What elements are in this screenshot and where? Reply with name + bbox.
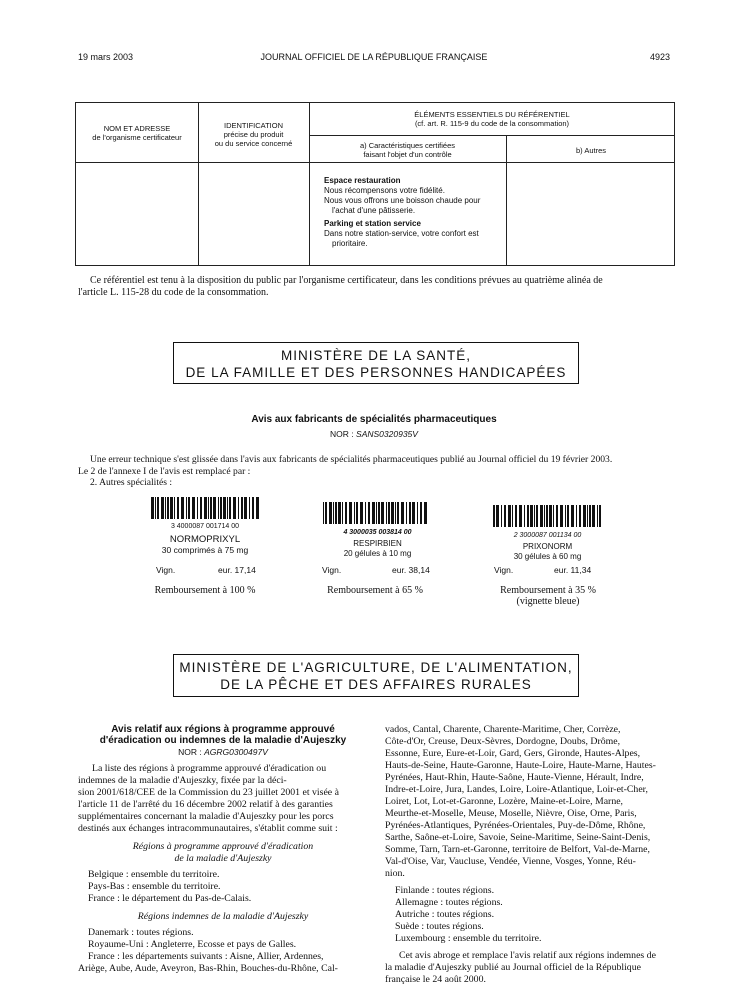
product-name: NORMOPRIXYL xyxy=(169,534,241,545)
barcode-bar xyxy=(151,497,154,519)
barcode-bar xyxy=(549,505,552,527)
ministry-name: MINISTÈRE DE LA SANTÉ, xyxy=(280,348,472,363)
barcode-bar xyxy=(165,497,166,519)
barcode-bar xyxy=(218,497,219,519)
barcode-bar xyxy=(381,502,384,524)
product-name: PRIXONORM xyxy=(522,542,573,551)
region-list: Finlande : toutes régions. Allemagne : toutes régions. Autriche : toutes régions. Suède : toutes régions. Luxembourg : ensemble du territoire. xyxy=(395,885,542,944)
barcode-bar xyxy=(249,497,250,519)
barcode-bar xyxy=(210,497,212,519)
reimbursement: Remboursement à 35 % (vignette bleue) xyxy=(500,585,596,607)
text-line: Pyrénées, Haut-Rhin, Haute-Saône, Haute-Vienne, Hérault, Indre, xyxy=(385,772,644,783)
price: eur. 17,14 xyxy=(218,565,256,575)
price: eur. 38,14 xyxy=(392,565,430,575)
barcode-bar xyxy=(406,502,407,524)
barcode-icon xyxy=(151,497,259,519)
barcode-bar xyxy=(335,502,337,524)
barcode-bar xyxy=(233,497,236,519)
avis-intro: La liste des régions à programme approuvé d'éradication ou indemnes de la maladie d'Aujeszky, fixée par la déci- sion 2001/618/CEE de la Commission du 23 juillet 2001 et visée à l'article 11 de l'arrêté du 16 décembre 2002 relatif à des garanties supplémentaires concernant la maladie d'Aujeszky pour les porcs destinés aux échanges intracommunautaires, s'établit comme suit : xyxy=(78,763,339,834)
department-list xyxy=(385,724,677,880)
text-line: Pyrénées-Atlantiques, Pyrénées-Orientales, Puy-de-Dôme, Rhône, xyxy=(385,820,646,831)
barcode-bar xyxy=(544,505,545,527)
text-line: Meurthe-et-Moselle, Meuse, Moselle, Nièvre, Oise, Orne, Paris, xyxy=(385,808,637,819)
ministry-name: DE LA PÊCHE ET DES AFFAIRES RURALES xyxy=(220,677,532,692)
barcode-bar xyxy=(325,502,327,524)
barcode-bar xyxy=(244,497,247,519)
vignette-label: Vign. xyxy=(494,565,514,575)
barcode-bar xyxy=(174,497,175,519)
barcode-icon xyxy=(323,502,431,524)
barcode-bar xyxy=(567,505,569,527)
price: eur. 11,34 xyxy=(554,565,592,575)
barcode-bar xyxy=(397,502,399,524)
product-prixonorm xyxy=(490,505,605,562)
header-page-number: 4923 xyxy=(650,52,671,62)
barcode-bar xyxy=(365,502,366,524)
ministry-agriculture-box xyxy=(173,654,579,697)
barcode-bar xyxy=(256,497,259,519)
barcode-bar xyxy=(378,502,380,524)
barcode-bar xyxy=(186,497,187,519)
text-line: Val-d'Oise, Var, Vaucluse, Vendée, Vienne, Vosges, Yonne, Réu- xyxy=(385,856,636,867)
region-list: Danemark : toutes régions. Royaume-Uni : Angleterre, Ecosse et pays de Galles. France : les départements suivants : Aisne, Allier, Ardennes, Ariège, Aube, Aude, Aveyron, Bas-Rhin, Bouches-du-Rhône, Cal- xyxy=(78,927,338,974)
ministry-name: MINISTÈRE DE L'AGRICULTURE, DE L'ALIMENTATION, xyxy=(179,660,573,675)
barcode-bar xyxy=(579,505,581,527)
barcode-bar xyxy=(540,505,543,527)
ministry-name: DE LA FAMILLE ET DES PERSONNES HANDICAPÉES xyxy=(185,365,567,380)
barcode-bar xyxy=(388,502,390,524)
barcode-bar xyxy=(524,505,525,527)
text-line: Côte-d'Or, Creuse, Deux-Sèvres, Dordogne, Doubs, Drôme, xyxy=(385,736,621,747)
reimbursement: Remboursement à 100 % xyxy=(154,585,256,596)
ministry-sante-box xyxy=(173,342,579,384)
product-name: RESPIRBIEN xyxy=(353,539,402,548)
col-header-identification: IDENTIFICATION précise du produit ou du service concerné xyxy=(214,121,293,148)
closing-paragraph: Cet avis abroge et remplace l'avis relatif aux régions indemnes de la maladie d'Aujeszky publié au Journal officiel de la République française le 24 août 2000. xyxy=(385,950,656,985)
col-header-elements: ÉLÉMENTS ESSENTIELS DU RÉFÉRENTIEL (cf. art. R. 115-9 du code de la consommation) xyxy=(414,110,570,128)
nor-reference: NOR : SANS0320935V xyxy=(330,429,418,439)
barcode-bar xyxy=(197,497,198,519)
barcode-bar xyxy=(167,497,169,519)
nor-reference: NOR : AGRG0300497V xyxy=(178,747,268,757)
subheader-a: a) Caractéristiques certifiées faisant l'objet d'un contrôle xyxy=(359,141,456,159)
barcode-bar xyxy=(188,497,190,519)
barcode-bar xyxy=(420,502,422,524)
product-respirbien xyxy=(320,502,435,559)
text-line: Essonne, Eure, Eure-et-Loir, Gard, Gers, Gironde, Hautes-Alpes, xyxy=(385,748,641,759)
barcode-bar xyxy=(504,505,506,527)
barcode-bar xyxy=(170,497,173,519)
barcode-bar xyxy=(213,497,216,519)
product-description: 20 gélules à 10 mg xyxy=(343,549,412,558)
barcode-bar xyxy=(372,502,375,524)
barcode-icon xyxy=(493,505,603,527)
barcode-bar xyxy=(192,497,195,519)
barcode-bar xyxy=(223,497,226,519)
text-line: Indre-et-Loire, Jura, Landes, Loire, Loire-Atlantique, Loir-et-Cher, xyxy=(385,784,648,795)
col-header-organisme: NOM ET ADRESSE de l'organisme certificateur xyxy=(92,124,182,142)
barcode-bar xyxy=(391,502,394,524)
vignette-label: Vign. xyxy=(322,565,342,575)
text-line: Loiret, Lot, Lot-et-Garonne, Lozère, Maine-et-Loire, Marne, xyxy=(385,796,624,807)
barcode-bar xyxy=(368,502,370,524)
barcode-bar xyxy=(401,502,404,524)
avis-title: Avis relatif aux régions à programme approuvé d'éradication ou indemnes de la maladie d'Aujeszky xyxy=(99,724,347,746)
barcode-number: 4 3000035 003814 00 xyxy=(343,529,412,536)
barcode-bar xyxy=(229,497,231,519)
barcode-bar xyxy=(493,505,495,527)
barcode-bar xyxy=(565,505,566,527)
barcode-bar xyxy=(424,502,427,524)
subheader-b: b) Autres xyxy=(575,146,606,155)
barcode-bar xyxy=(556,505,558,527)
barcode-bar xyxy=(204,497,207,519)
barcode-bar xyxy=(354,502,355,524)
barcode-bar xyxy=(519,505,522,527)
barcode-bar xyxy=(333,502,334,524)
barcode-bar xyxy=(220,497,222,519)
barcode-bar xyxy=(386,502,387,524)
barcode-bar xyxy=(571,505,574,527)
barcode-bar xyxy=(553,505,554,527)
product-normoprixyl xyxy=(145,497,265,555)
table-cell-criteria: Espace restauration Nous récompensons votre fidélité. Nous vous offrons une boisson chaude pour l'achat d'une pâtisserie. Parking et station service Dans notre station-service, votre confort est prioritaire. xyxy=(324,176,481,248)
text-line: vados, Cantal, Charente, Charente-Maritime, Cher, Corrèze, xyxy=(385,724,621,735)
barcode-bar xyxy=(599,505,601,527)
barcode-bar xyxy=(252,497,254,519)
barcode-bar xyxy=(589,505,591,527)
barcode-bar xyxy=(412,502,415,524)
barcode-bar xyxy=(241,497,243,519)
barcode-bar xyxy=(395,502,396,524)
text-line: nion. xyxy=(385,868,405,879)
barcode-number: 2 3000087 001134 00 xyxy=(513,532,582,539)
referential-note: Ce référentiel est tenu à la disposition du public par l'organisme certificateur, dans les conditions prévues au quatrième alinéa de l'article L. 115-28 du code de la consommation. xyxy=(78,275,603,298)
barcode-bar xyxy=(546,505,548,527)
barcode-bar xyxy=(177,497,179,519)
header-journal-title: JOURNAL OFFICIEL DE LA RÉPUBLIQUE FRANÇAISE xyxy=(260,52,488,62)
barcode-bar xyxy=(342,502,343,524)
section-title: Espace restauration xyxy=(324,176,401,185)
avis-paragraph: Une erreur technique s'est glissée dans l'avis aux fabricants de spécialités pharmaceutiques publié au Journal officiel du 19 février 2003. Le 2 de l'annexe I de l'avis est remplacé par : 2. Autres spécialités : xyxy=(78,454,613,488)
barcode-bar xyxy=(597,505,598,527)
barcode-bar xyxy=(576,505,577,527)
barcode-bar xyxy=(560,505,563,527)
barcode-number: 3 4000087 001714 00 xyxy=(170,523,240,530)
barcode-bar xyxy=(376,502,377,524)
product-description: 30 gélules à 60 mg xyxy=(513,552,582,561)
barcode-bar xyxy=(323,502,324,524)
barcode-bar xyxy=(512,505,513,527)
barcode-bar xyxy=(238,497,239,519)
barcode-bar xyxy=(161,497,164,519)
barcode-bar xyxy=(227,497,228,519)
barcode-bar xyxy=(587,505,588,527)
barcode-bar xyxy=(515,505,517,527)
text-line: Somme, Tarn, Tarn-et-Garonne, territoire de Belfort, Val-de-Marne, xyxy=(385,844,650,855)
barcode-bar xyxy=(534,505,535,527)
product-description: 30 comprimés à 75 mg xyxy=(161,545,249,555)
barcode-bar xyxy=(583,505,586,527)
barcode-bar xyxy=(501,505,502,527)
barcode-bar xyxy=(200,497,202,519)
barcode-bar xyxy=(349,502,352,524)
text-line: Hauts-de-Seine, Haute-Garonne, Haute-Loire, Haute-Marne, Hautes- xyxy=(385,760,656,771)
barcode-bar xyxy=(155,497,156,519)
referential-table xyxy=(75,102,675,266)
barcode-bar xyxy=(592,505,595,527)
barcode-bar xyxy=(360,502,363,524)
left-column xyxy=(78,724,368,975)
barcode-bar xyxy=(345,502,347,524)
text-line: Sarthe, Saône-et-Loire, Savoie, Seine-Maritime, Seine-Saint-Denis, xyxy=(385,832,651,843)
barcode-bar xyxy=(157,497,159,519)
barcode-bar xyxy=(208,497,209,519)
header-date: 19 mars 2003 xyxy=(78,52,134,62)
vignette-label: Vign. xyxy=(156,565,176,575)
barcode-bar xyxy=(527,505,529,527)
barcode-bar xyxy=(508,505,511,527)
barcode-bar xyxy=(338,502,341,524)
avis-title: Avis aux fabricants de spécialités pharmaceutiques xyxy=(251,414,497,425)
reimbursement: Remboursement à 65 % xyxy=(327,585,423,596)
barcode-bar xyxy=(409,502,411,524)
section-heading: Régions à programme approuvé d'éradication de la maladie d'Aujeszky xyxy=(132,841,314,864)
right-column xyxy=(385,724,677,986)
barcode-bar xyxy=(329,502,332,524)
barcode-bar xyxy=(496,505,499,527)
barcode-bar xyxy=(181,497,184,519)
barcode-bar xyxy=(356,502,358,524)
barcode-bar xyxy=(536,505,538,527)
section-heading: Régions indemnes de la maladie d'Aujeszky xyxy=(137,911,309,922)
barcode-bar xyxy=(417,502,418,524)
region-list: Belgique : ensemble du territoire. Pays-Bas : ensemble du territoire. France : le département du Pas-de-Calais. xyxy=(88,869,252,904)
section-title: Parking et station service xyxy=(324,219,421,228)
barcode-bar xyxy=(530,505,533,527)
